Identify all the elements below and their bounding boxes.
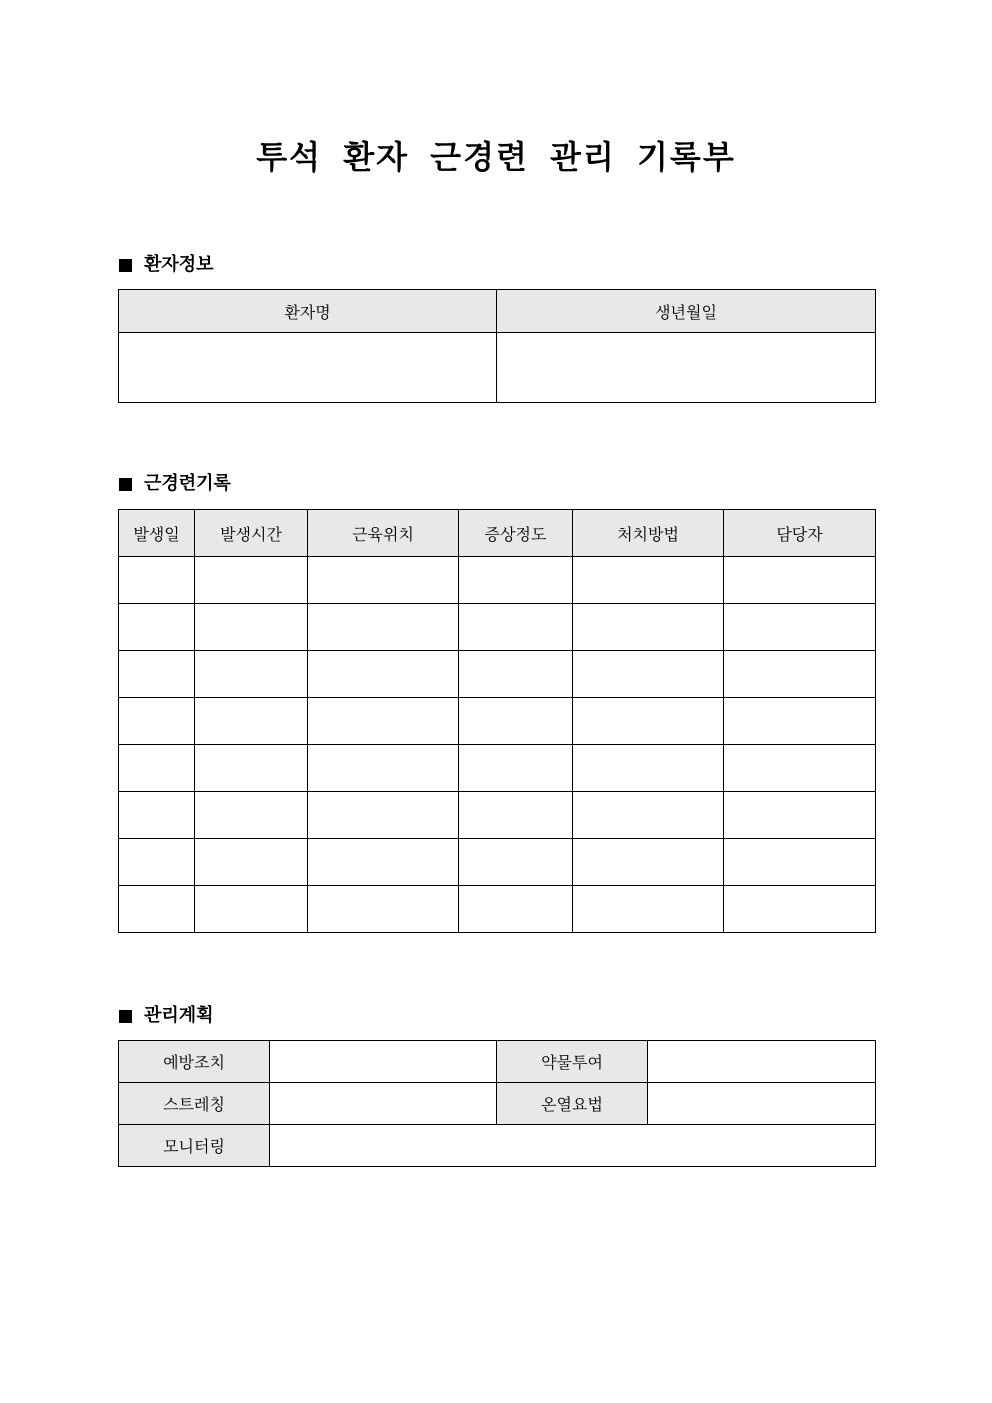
table-cell[interactable]	[724, 745, 876, 792]
table-cell[interactable]	[459, 886, 573, 933]
stretching-field[interactable]	[270, 1083, 497, 1125]
table-cell[interactable]	[119, 698, 195, 745]
table-cell[interactable]	[724, 698, 876, 745]
table-cell[interactable]	[724, 886, 876, 933]
table-cell[interactable]	[195, 698, 308, 745]
prevention-field[interactable]	[270, 1041, 497, 1083]
table-header-row	[119, 510, 876, 557]
section-heading-management-plan	[119, 1005, 214, 1027]
table-cell[interactable]	[573, 651, 724, 698]
section-heading-label: 관리계획	[144, 1005, 214, 1026]
label-prevention: 예방조치	[119, 1041, 270, 1083]
label-medication: 약물투여	[497, 1041, 648, 1083]
table-cell[interactable]	[195, 557, 308, 604]
table-cell[interactable]	[573, 745, 724, 792]
table-cell[interactable]	[573, 604, 724, 651]
header-patient-name: 환자명	[119, 290, 497, 333]
table-cell[interactable]	[459, 604, 573, 651]
table-cell[interactable]	[308, 698, 459, 745]
header-birth-date: 생년월일	[497, 290, 876, 333]
section-heading-cramp-record	[119, 473, 231, 495]
table-cell[interactable]	[724, 604, 876, 651]
table-cell[interactable]	[308, 604, 459, 651]
table-cell[interactable]	[119, 604, 195, 651]
section-heading-label: 근경련기록	[144, 473, 231, 494]
header-staff-in-charge: 담당자	[724, 510, 876, 557]
table-cell[interactable]	[195, 745, 308, 792]
table-row	[119, 698, 876, 745]
medication-field[interactable]	[648, 1041, 876, 1083]
section-heading-patient-info	[119, 254, 214, 276]
table-cell[interactable]	[573, 886, 724, 933]
table-cell[interactable]	[459, 651, 573, 698]
table-row	[119, 604, 876, 651]
table-cell[interactable]	[459, 839, 573, 886]
birth-date-field[interactable]	[497, 333, 876, 403]
table-cell[interactable]	[724, 651, 876, 698]
table-cell[interactable]	[195, 792, 308, 839]
table-cell[interactable]	[459, 745, 573, 792]
table-row	[119, 839, 876, 886]
square-bullet-icon	[119, 1010, 132, 1023]
table-cell[interactable]	[195, 839, 308, 886]
table-cell[interactable]	[308, 745, 459, 792]
table-cell[interactable]	[573, 839, 724, 886]
table-cell[interactable]	[724, 839, 876, 886]
table-cell[interactable]	[573, 698, 724, 745]
header-symptom-severity: 증상정도	[459, 510, 573, 557]
table-row	[119, 886, 876, 933]
header-treatment-method: 처치방법	[573, 510, 724, 557]
table-cell[interactable]	[308, 651, 459, 698]
label-heat-therapy: 온열요법	[497, 1083, 648, 1125]
table-cell[interactable]	[119, 886, 195, 933]
table-cell[interactable]	[573, 557, 724, 604]
table-cell[interactable]	[308, 557, 459, 604]
page-title: 투석 환자 근경련 관리 기록부	[256, 138, 736, 176]
patient-name-field[interactable]	[119, 333, 497, 403]
table-cell[interactable]	[119, 745, 195, 792]
table-cell[interactable]	[119, 557, 195, 604]
header-muscle-location: 근육위치	[308, 510, 459, 557]
header-occurrence-time: 발생시간	[195, 510, 308, 557]
table-cell[interactable]	[308, 839, 459, 886]
management-plan-table	[118, 1040, 876, 1167]
table-cell[interactable]	[119, 651, 195, 698]
table-cell[interactable]	[195, 886, 308, 933]
table-cell[interactable]	[119, 792, 195, 839]
table-cell[interactable]	[195, 651, 308, 698]
table-row	[119, 557, 876, 604]
table-cell[interactable]	[573, 792, 724, 839]
table-cell[interactable]	[308, 792, 459, 839]
square-bullet-icon	[119, 478, 132, 491]
header-occurrence-date: 발생일	[119, 510, 195, 557]
table-row	[119, 651, 876, 698]
square-bullet-icon	[119, 259, 132, 272]
table-cell[interactable]	[459, 557, 573, 604]
table-cell[interactable]	[308, 886, 459, 933]
table-cell[interactable]	[195, 604, 308, 651]
patient-info-table	[118, 289, 876, 403]
table-row	[119, 792, 876, 839]
table-cell[interactable]	[119, 839, 195, 886]
table-cell[interactable]	[459, 792, 573, 839]
label-monitoring: 모니터링	[119, 1125, 270, 1167]
monitoring-field[interactable]	[270, 1125, 876, 1167]
section-heading-label: 환자정보	[144, 254, 214, 275]
table-cell[interactable]	[724, 557, 876, 604]
cramp-record-table	[118, 509, 876, 933]
table-row	[119, 745, 876, 792]
table-cell[interactable]	[459, 698, 573, 745]
heat-therapy-field[interactable]	[648, 1083, 876, 1125]
table-cell[interactable]	[724, 792, 876, 839]
label-stretching: 스트레칭	[119, 1083, 270, 1125]
